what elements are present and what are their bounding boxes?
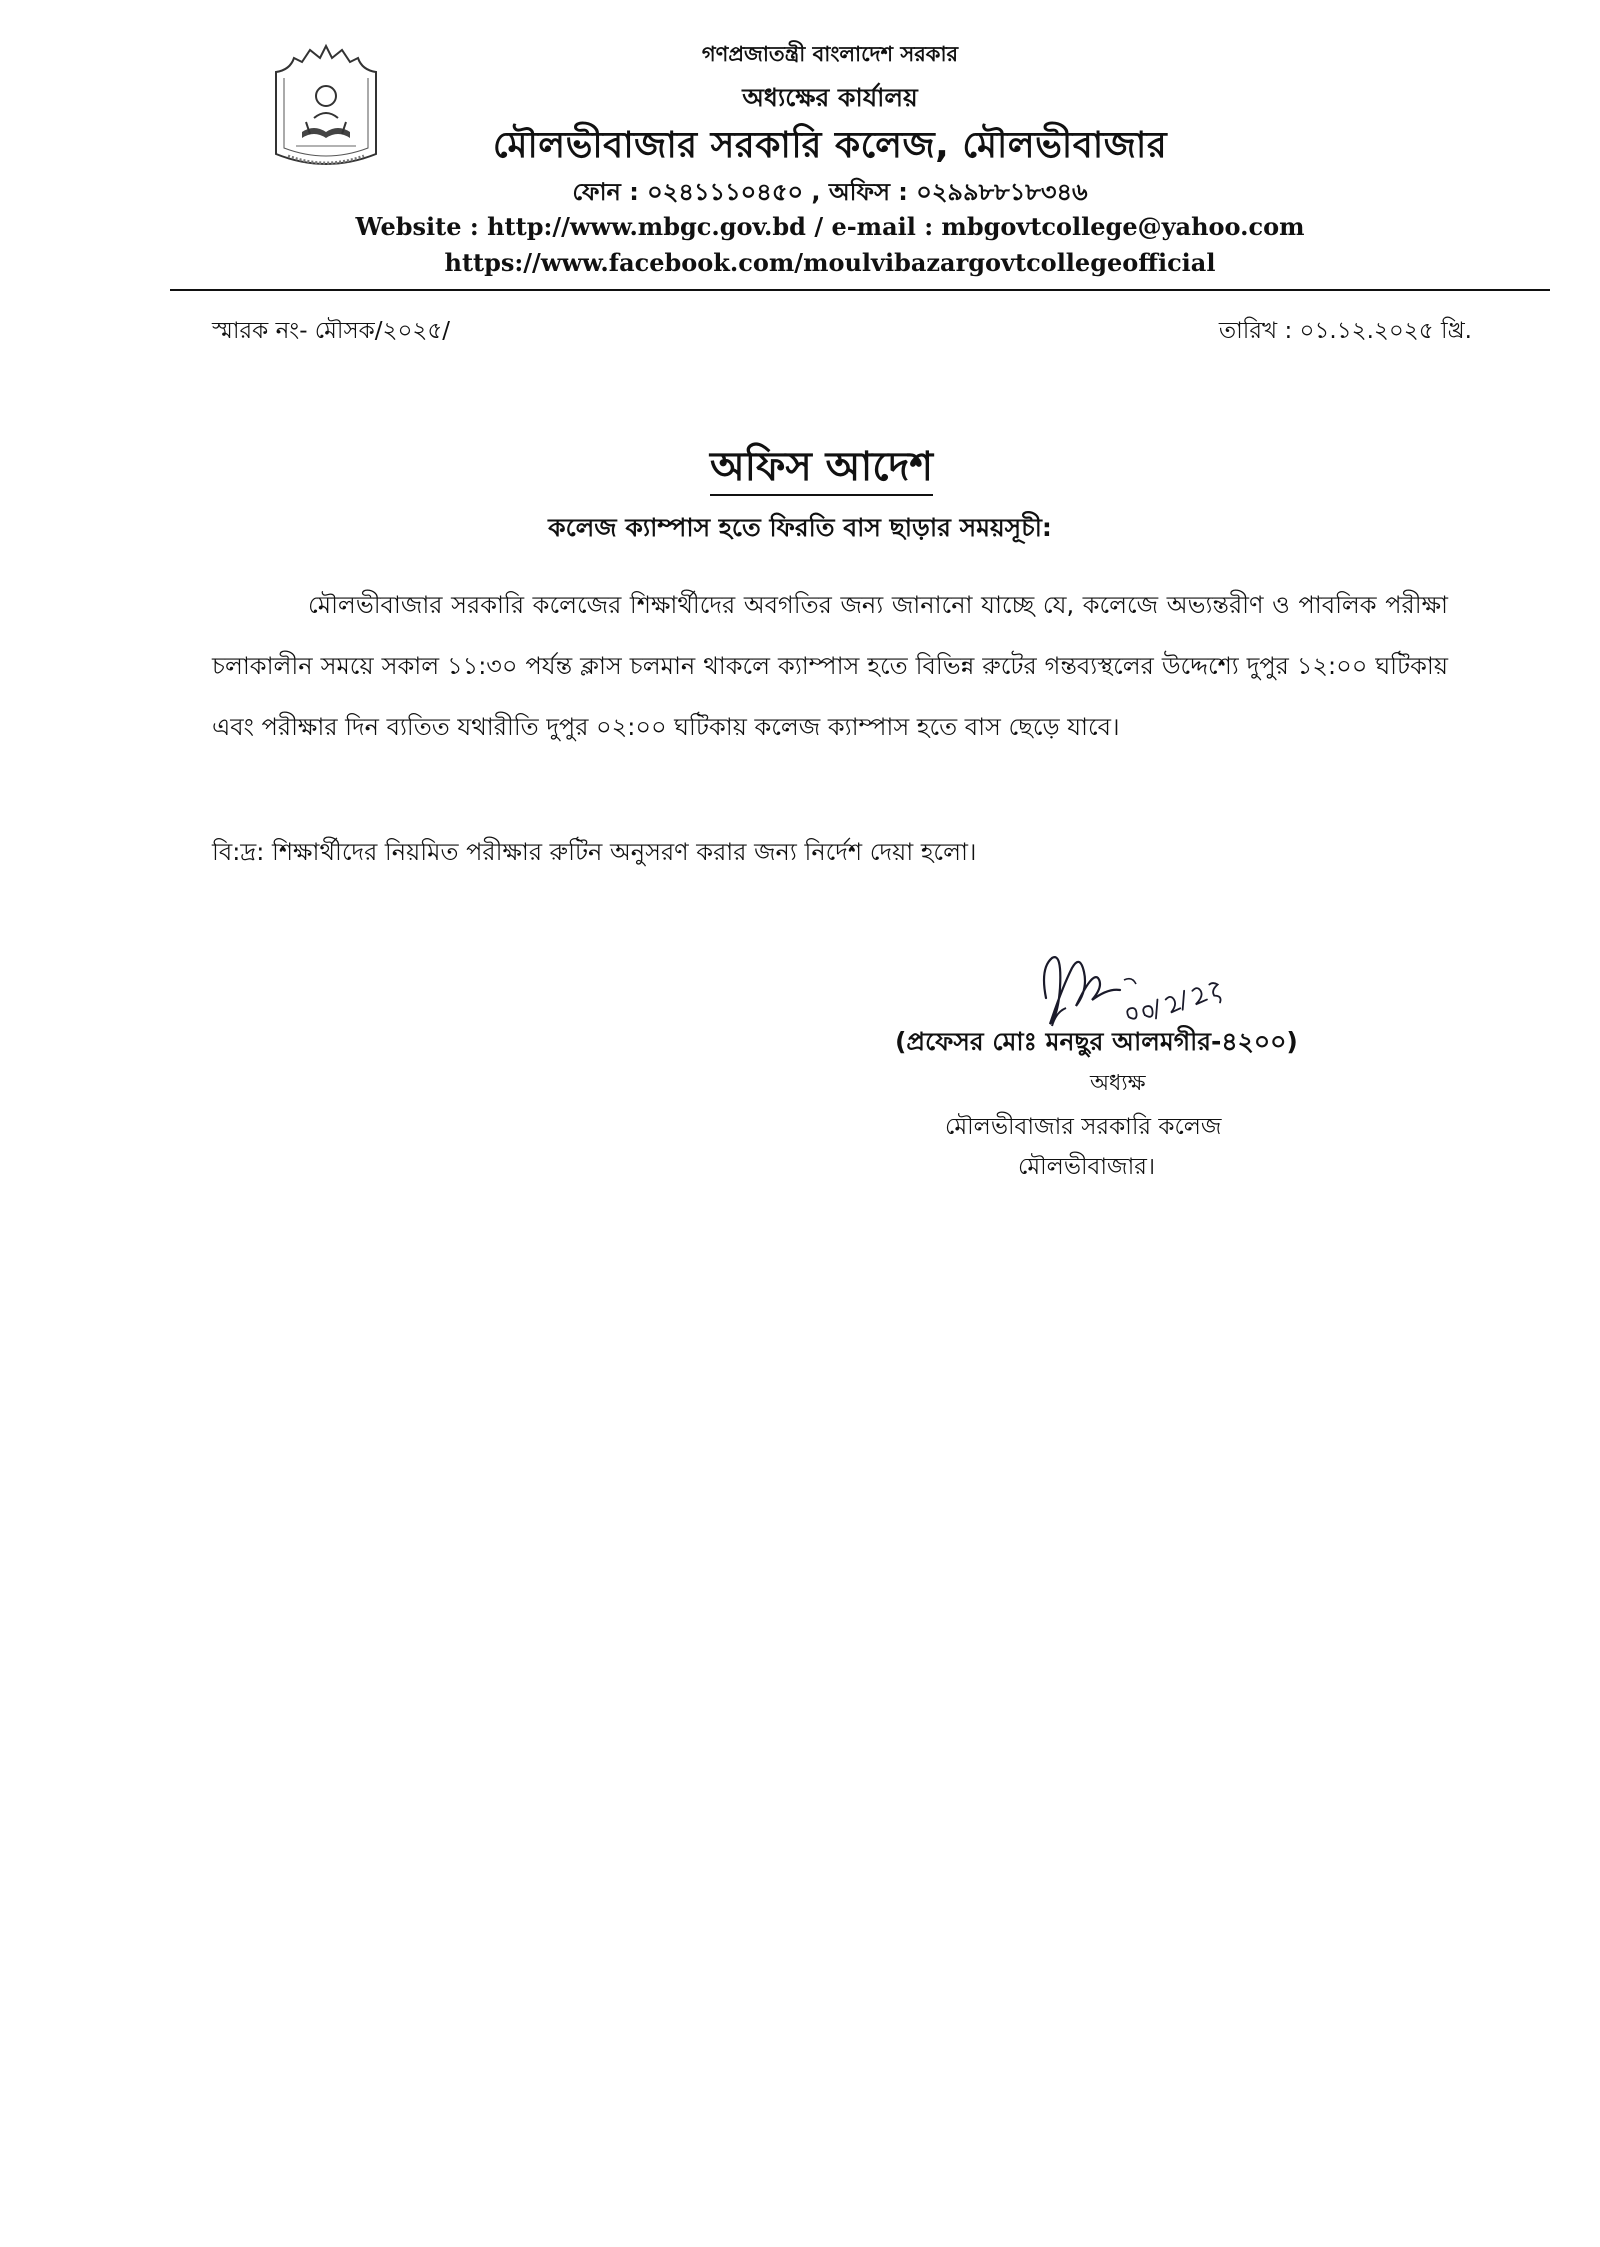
signatory-designation: অধ্যক্ষ bbox=[1090, 1071, 1146, 1096]
office-title: অধ্যক্ষের কার্যালয় bbox=[742, 83, 918, 112]
order-subtitle: কলেজ ক্যাম্পাস হতে ফিরতি বাস ছাড়ার সময়সূচী: bbox=[548, 513, 1052, 542]
phone-line: ফোন : ০২৪১১১০৪৫০ , অফিস : ০২৯৯৮৮১৮৩৪৬ bbox=[572, 178, 1088, 206]
signatory-institution: মৌলভীবাজার সরকারি কলেজ bbox=[945, 1114, 1222, 1140]
facebook-line: https://www.facebook.com/moulvibazargovtcollegeofficial bbox=[444, 248, 1216, 277]
memo-date: তারিখ : ০১.১২.২০২৫ খ্রি. bbox=[1218, 318, 1472, 344]
signatory-name: (প্রফেসর মোঃ মনছুর আলমগীর-৪২০০) bbox=[895, 1027, 1298, 1056]
order-note: বি:দ্র: শিক্ষার্থীদের নিয়মিত পরীক্ষার রুটিন অনুসরণ করার জন্য নির্দেশ দেয়া হলো। bbox=[212, 838, 977, 866]
institution-title: মৌলভীবাজার সরকারি কলেজ, মৌলভীবাজার bbox=[492, 125, 1168, 166]
signatory-city: মৌলভীবাজার। bbox=[1018, 1154, 1156, 1180]
header-divider bbox=[170, 289, 1550, 291]
order-title: অফিস আদেশ bbox=[710, 440, 933, 496]
order-body: মৌলভীবাজার সরকারি কলেজের শিক্ষার্থীদের অবগতির জন্য জানানো যাচ্ছে যে, কলেজে অভ্যন্তরীণ ও পাবলিক পরীক্ষা চলাকালীন সময়ে সকাল ১১:৩০ পর্যন্ত ক্লাস চলমান থাকলে ক্যাম্পাস হতে বিভিন্ন রুটের গন্তব্যস্থলের উদ্দেশ্যে দুপুর ১২:০০ ঘটিকায় এবং পরীক্ষার দিন ব্যতিত যথারীতি দুপুর ০২:০০ ঘটিকায় কলেজ ক্যাম্পাস হতে বাস ছেড়ে যাবে। bbox=[212, 591, 1448, 741]
memo-reference: স্মারক নং- মৌসক/২০২৫/ bbox=[212, 318, 451, 344]
government-title: গণপ্রজাতন্ত্রী বাংলাদেশ সরকার bbox=[701, 42, 959, 66]
website-email-line: Website : http://www.mbgc.gov.bd / e-mail : mbgovtcollege@yahoo.com bbox=[355, 212, 1305, 241]
